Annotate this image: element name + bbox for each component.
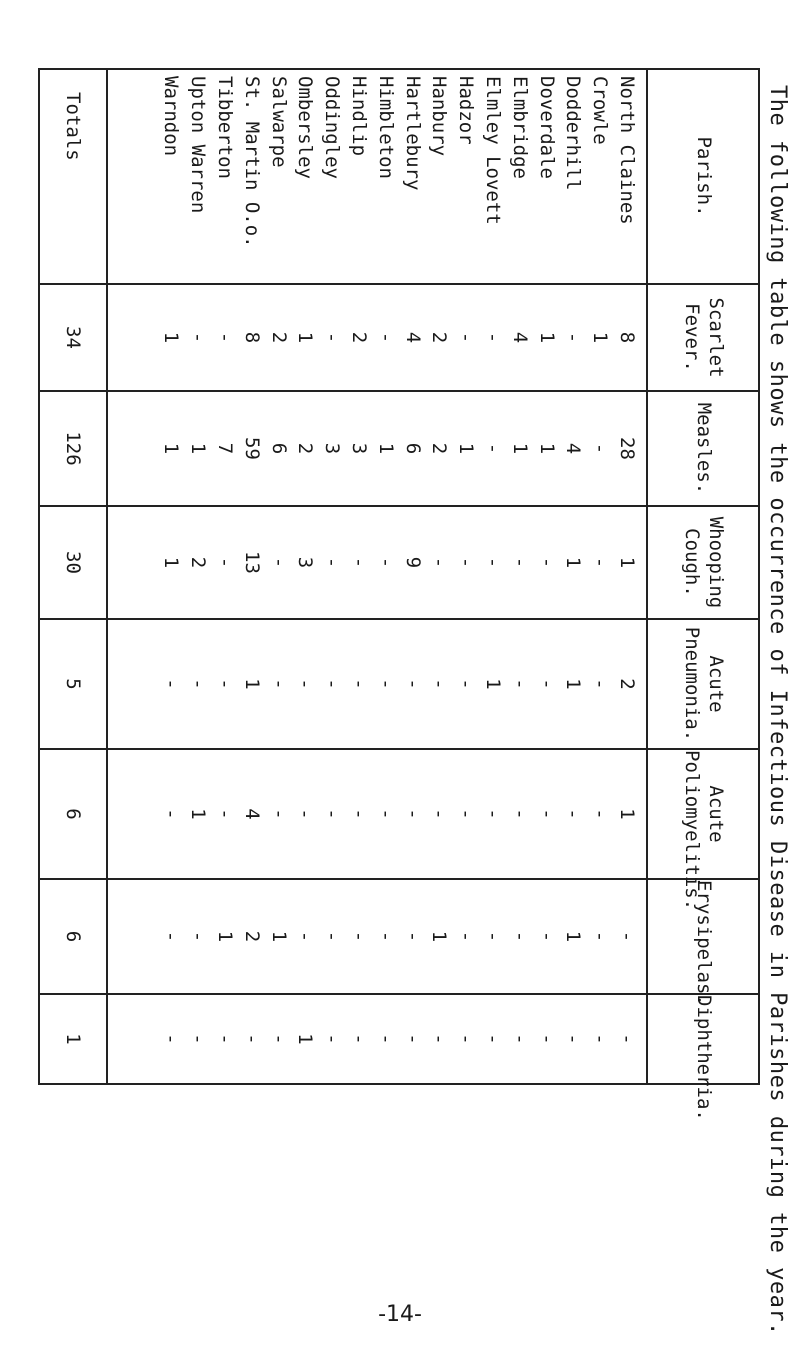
body-row: [107, 69, 647, 1084]
parish-name: Himbleton: [374, 76, 397, 179]
acute-pneumonia-value: -: [428, 678, 451, 690]
parish-name: Warndon: [160, 76, 183, 157]
erysipelas-value: 1: [267, 930, 290, 943]
erysipelas-values: [158, 880, 640, 993]
acute-poliomyelitis-value: 1: [616, 808, 638, 820]
scarlet-fever-value: 8: [616, 331, 638, 344]
parish-name: North Claines: [616, 76, 638, 225]
acute-poliomyelitis-value: -: [535, 808, 558, 820]
diphtheria-value: -: [589, 1033, 612, 1045]
totals-row: [39, 69, 107, 1084]
erysipelas-value: -: [616, 930, 638, 943]
whooping-cough-value: -: [589, 556, 612, 569]
measles-value: 3: [348, 442, 371, 455]
acute-pneumonia-value: -: [374, 678, 397, 690]
acute-pneumonia-value: -: [348, 678, 371, 690]
totals-label: Totals: [39, 69, 107, 284]
scarlet-fever-value: 2: [267, 331, 290, 344]
scarlet-fever-value: 1: [535, 331, 558, 344]
parish-name: Hartlebury: [401, 76, 424, 191]
whooping-cough-value: -: [321, 556, 344, 569]
diphtheria-value: -: [562, 1033, 585, 1045]
measles-value: 2: [428, 442, 451, 455]
diphtheria-value: -: [321, 1033, 344, 1045]
acute-poliomyelitis-value: -: [214, 808, 237, 820]
measles-value: -: [482, 442, 505, 455]
erysipelas-value: 1: [428, 930, 451, 943]
diphtheria-value: -: [482, 1033, 505, 1045]
parish-name: Salwarpe: [267, 76, 290, 168]
parish-name: Hindlip: [348, 76, 371, 157]
acute-pneumonia-value: -: [589, 678, 612, 690]
parish-list: [158, 76, 640, 283]
diphtheria-value: -: [455, 1033, 478, 1045]
diphtheria-value: -: [508, 1033, 531, 1045]
diphtheria-value: -: [240, 1033, 263, 1045]
acute-pneumonia-value: 1: [240, 678, 263, 690]
total-scarlet-fever: 34: [39, 284, 107, 391]
acute-pneumonia-value: 2: [616, 678, 638, 690]
acute-pneumonia-value: -: [401, 678, 424, 690]
acute-poliomyelitis-value: -: [401, 808, 424, 820]
measles-value: 28: [616, 437, 638, 460]
table-caption: The following table shows the occurrence of Infectious Disease in Parishes during the year.: [765, 85, 790, 1336]
acute-poliomyelitis-value: 4: [240, 808, 263, 820]
measles-values: [158, 392, 640, 505]
scarlet-fever-value: 4: [508, 331, 531, 344]
scarlet-fever-value: -: [374, 331, 397, 344]
diphtheria-value: -: [267, 1033, 290, 1045]
scarlet-fever-cell: [107, 284, 647, 391]
whooping-cough-value: -: [508, 556, 531, 569]
whooping-cough-value: 13: [240, 551, 263, 574]
erysipelas-value: -: [187, 930, 210, 943]
acute-poliomyelitis-value: -: [374, 808, 397, 820]
acute-poliomyelitis-value: 1: [187, 808, 210, 820]
acute-poliomyelitis-value: -: [589, 808, 612, 820]
whooping-cough-value: 2: [187, 556, 210, 569]
measles-value: 1: [187, 442, 210, 455]
header-acute-pneumonia: Acute Pneumonia.: [647, 619, 759, 749]
diphtheria-cell: [107, 994, 647, 1084]
whooping-cough-value: 1: [616, 556, 638, 569]
whooping-cough-value: -: [214, 556, 237, 569]
header-measles: Measles.: [647, 391, 759, 506]
parish-name: St. Martin O.o.: [240, 76, 263, 248]
whooping-cough-value: 1: [160, 556, 183, 569]
erysipelas-value: 1: [214, 930, 237, 943]
header-acute-poliomyelitis: Acute Poliomyelitis.: [647, 749, 759, 879]
erysipelas-value: 2: [240, 930, 263, 943]
scarlet-fever-value: -: [187, 331, 210, 344]
acute-pneumonia-value: 1: [562, 678, 585, 690]
measles-cell: [107, 391, 647, 506]
total-acute-poliomyelitis: 6: [39, 749, 107, 879]
whooping-cough-value: -: [374, 556, 397, 569]
acute-pneumonia-value: 1: [482, 678, 505, 690]
parish-name: Ombersley: [294, 76, 317, 179]
parish-name: Crowle: [589, 76, 612, 145]
header-scarlet-fever: Scarlet Fever.: [647, 284, 759, 391]
measles-value: 1: [535, 442, 558, 455]
scarlet-fever-value: -: [482, 331, 505, 344]
whooping-cough-value: -: [348, 556, 371, 569]
whooping-cough-value: -: [455, 556, 478, 569]
page-number: -14-: [378, 1302, 422, 1327]
acute-pneumonia-value: -: [294, 678, 317, 690]
whooping-cough-value: -: [535, 556, 558, 569]
scarlet-fever-value: 1: [294, 331, 317, 344]
acute-poliomyelitis-value: -: [294, 808, 317, 820]
scarlet-fever-value: -: [562, 331, 585, 344]
acute-poliomyelitis-value: -: [267, 808, 290, 820]
whooping-cough-cell: [107, 506, 647, 619]
whooping-cough-value: 1: [562, 556, 585, 569]
total-erysipelas: 6: [39, 879, 107, 994]
scarlet-fever-value: -: [455, 331, 478, 344]
measles-value: 6: [401, 442, 424, 455]
diphtheria-value: -: [535, 1033, 558, 1045]
diphtheria-value: -: [214, 1033, 237, 1045]
acute-pneumonia-value: -: [321, 678, 344, 690]
header-whooping-cough: Whooping Cough.: [647, 506, 759, 619]
parish-name: Oddingley: [321, 76, 344, 179]
acute-pneumonia-value: -: [214, 678, 237, 690]
acute-poliomyelitis-value: -: [428, 808, 451, 820]
header-parish: Parish.: [647, 69, 759, 284]
diphtheria-value: -: [160, 1033, 183, 1045]
total-diphtheria: 1: [39, 994, 107, 1084]
acute-poliomyelitis-value: -: [455, 808, 478, 820]
measles-value: 4: [562, 442, 585, 455]
scarlet-fever-value: -: [214, 331, 237, 344]
acute-poliomyelitis-value: -: [482, 808, 505, 820]
acute-poliomyelitis-value: -: [508, 808, 531, 820]
scarlet-fever-value: 8: [240, 331, 263, 344]
diphtheria-value: 1: [294, 1033, 317, 1045]
measles-value: 6: [267, 442, 290, 455]
parish-name: Hanbury: [428, 76, 451, 157]
erysipelas-value: 1: [562, 930, 585, 943]
erysipelas-value: -: [401, 930, 424, 943]
acute-pneumonia-value: -: [187, 678, 210, 690]
acute-pneumonia-value: -: [160, 678, 183, 690]
total-measles: 126: [39, 391, 107, 506]
diphtheria-value: -: [187, 1033, 210, 1045]
acute-poliomyelitis-values: [158, 750, 640, 878]
erysipelas-value: -: [348, 930, 371, 943]
parish-name: Elmbridge: [508, 76, 531, 179]
parish-name: Upton Warren: [187, 76, 210, 214]
parish-list-cell: [107, 69, 647, 284]
header-erysipelas: Erysipelas.: [647, 879, 759, 994]
diphtheria-value: -: [348, 1033, 371, 1045]
whooping-cough-values: [158, 507, 640, 618]
diphtheria-value: -: [374, 1033, 397, 1045]
measles-value: 2: [294, 442, 317, 455]
erysipelas-value: -: [294, 930, 317, 943]
infectious-disease-table: [38, 68, 760, 1121]
measles-value: 1: [374, 442, 397, 455]
whooping-cough-value: -: [267, 556, 290, 569]
erysipelas-value: -: [535, 930, 558, 943]
total-acute-pneumonia: 5: [39, 619, 107, 749]
whooping-cough-value: 9: [401, 556, 424, 569]
erysipelas-value: -: [482, 930, 505, 943]
erysipelas-value: -: [374, 930, 397, 943]
scarlet-fever-value: -: [321, 331, 344, 344]
diphtheria-values: [158, 995, 640, 1083]
acute-pneumonia-value: -: [455, 678, 478, 690]
erysipelas-cell: [107, 879, 647, 994]
diphtheria-value: -: [616, 1033, 638, 1045]
parish-name: Tibberton: [214, 76, 237, 179]
measles-value: 1: [455, 442, 478, 455]
whooping-cough-value: -: [482, 556, 505, 569]
erysipelas-value: -: [455, 930, 478, 943]
header-diphtheria: Diphtheria.: [647, 994, 759, 1084]
parish-name: Hadzor: [455, 76, 478, 145]
total-whooping-cough: 30: [39, 506, 107, 619]
diphtheria-value: -: [401, 1033, 424, 1045]
acute-pneumonia-value: -: [508, 678, 531, 690]
acute-poliomyelitis-value: -: [321, 808, 344, 820]
scarlet-fever-values: [158, 285, 640, 390]
acute-pneumonia-value: -: [535, 678, 558, 690]
parish-name: Elmley Lovett: [482, 76, 505, 225]
diphtheria-value: -: [428, 1033, 451, 1045]
measles-value: 7: [214, 442, 237, 455]
measles-value: 3: [321, 442, 344, 455]
parish-name: Dodderhill: [562, 76, 585, 191]
scarlet-fever-value: 1: [589, 331, 612, 344]
scarlet-fever-value: 4: [401, 331, 424, 344]
measles-value: 59: [240, 437, 263, 460]
scarlet-fever-value: 2: [428, 331, 451, 344]
acute-poliomyelitis-value: -: [160, 808, 183, 820]
scarlet-fever-value: 2: [348, 331, 371, 344]
erysipelas-value: -: [160, 930, 183, 943]
erysipelas-value: -: [321, 930, 344, 943]
acute-pneumonia-cell: [107, 619, 647, 749]
parish-name: Doverdale: [535, 76, 558, 179]
acute-pneumonia-values: [158, 620, 640, 748]
whooping-cough-value: -: [428, 556, 451, 569]
acute-poliomyelitis-value: -: [348, 808, 371, 820]
scarlet-fever-value: 1: [160, 331, 183, 344]
whooping-cough-value: 3: [294, 556, 317, 569]
measles-value: 1: [160, 442, 183, 455]
acute-pneumonia-value: -: [267, 678, 290, 690]
erysipelas-value: -: [508, 930, 531, 943]
measles-value: 1: [508, 442, 531, 455]
measles-value: -: [589, 442, 612, 455]
acute-poliomyelitis-cell: [107, 749, 647, 879]
acute-poliomyelitis-value: -: [562, 808, 585, 820]
erysipelas-value: -: [589, 930, 612, 943]
header-row: [647, 69, 759, 1084]
